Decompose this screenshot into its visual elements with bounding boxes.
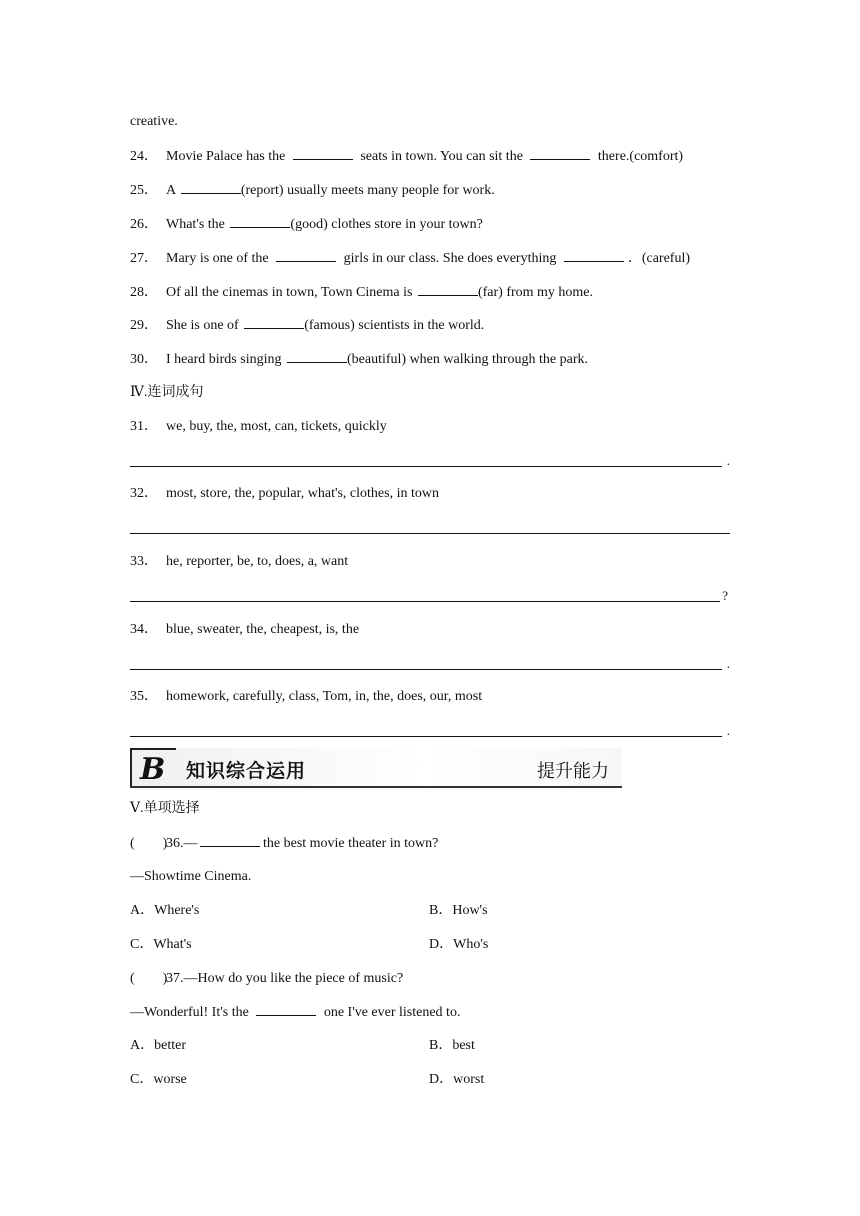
answer-line-31[interactable]: . (130, 448, 722, 467)
banner-letter: B (140, 752, 166, 787)
answer-line-34[interactable]: . (130, 651, 722, 670)
option-36-c[interactable]: C．What's (130, 937, 192, 952)
question-30: 30． I heard birds singing (beautiful) when walking through the park. (130, 352, 589, 367)
option-36-a[interactable]: A．Where's (130, 903, 200, 918)
question-35: 35． homework, carefully, class, Tom, in, the, does, our, most (130, 689, 483, 704)
option-36-b[interactable]: B．How's (429, 903, 488, 918)
question-37: ( )37.—How do you like the piece of music? (130, 971, 404, 986)
answer-blank[interactable] (293, 147, 353, 160)
option-37-d[interactable]: D．worst (429, 1072, 485, 1087)
answer-blank[interactable] (418, 283, 478, 296)
question-36-answer: —Showtime Cinema. (130, 869, 252, 884)
section-5-title: Ⅴ.单项选择 (130, 801, 200, 816)
answer-line-32[interactable] (130, 515, 730, 534)
question-31: 31． we, buy, the, most, can, tickets, quickly (130, 419, 387, 434)
answer-blank[interactable] (200, 834, 260, 847)
question-24: 24． Movie Palace has the seats in town. You can sit the there.(comfort) (130, 149, 684, 164)
answer-blank[interactable] (530, 147, 590, 160)
option-37-c[interactable]: C．worse (130, 1072, 187, 1087)
answer-blank[interactable] (230, 215, 290, 228)
question-25: 25． A (report) usually meets many people for work. (130, 183, 495, 198)
banner-subtitle: 提升能力 (537, 761, 609, 782)
answer-blank[interactable] (256, 1003, 316, 1016)
question-33: 33． he, reporter, be, to, does, a, want (130, 554, 349, 569)
question-36: ( )36.— the best movie theater in town? (130, 836, 439, 851)
section-banner (130, 748, 622, 788)
continued-text: creative. (130, 114, 178, 129)
banner-letter-mark (130, 748, 176, 786)
option-36-d[interactable]: D．Who's (429, 937, 489, 952)
question-27: 27． Mary is one of the girls in our class. She does everything ．(careful) (130, 251, 691, 266)
question-34: 34． blue, sweater, the, cheapest, is, the (130, 622, 360, 637)
option-37-a[interactable]: A．better (130, 1038, 186, 1053)
banner-title: 知识综合运用 (186, 760, 307, 782)
answer-blank[interactable] (244, 316, 304, 329)
answer-line-35[interactable]: . (130, 718, 722, 737)
question-29: 29． She is one of (famous) scientists in the world. (130, 318, 485, 333)
answer-blank[interactable] (181, 181, 241, 194)
question-28: 28． Of all the cinemas in town, Town Cinema is (far) from my home. (130, 285, 594, 300)
answer-blank[interactable] (276, 249, 336, 262)
answer-blank[interactable] (564, 249, 624, 262)
question-26: 26． What's the (good) clothes store in your town? (130, 217, 483, 232)
answer-blank[interactable] (287, 350, 347, 363)
question-32: 32． most, store, the, popular, what's, clothes, in town (130, 486, 439, 501)
section-4-title: Ⅳ.连词成句 (130, 385, 204, 400)
question-37-answer: —Wonderful! It's the one I've ever listened to. (130, 1005, 461, 1020)
answer-line-33[interactable]: ? (130, 583, 720, 602)
option-37-b[interactable]: B．best (429, 1038, 475, 1053)
